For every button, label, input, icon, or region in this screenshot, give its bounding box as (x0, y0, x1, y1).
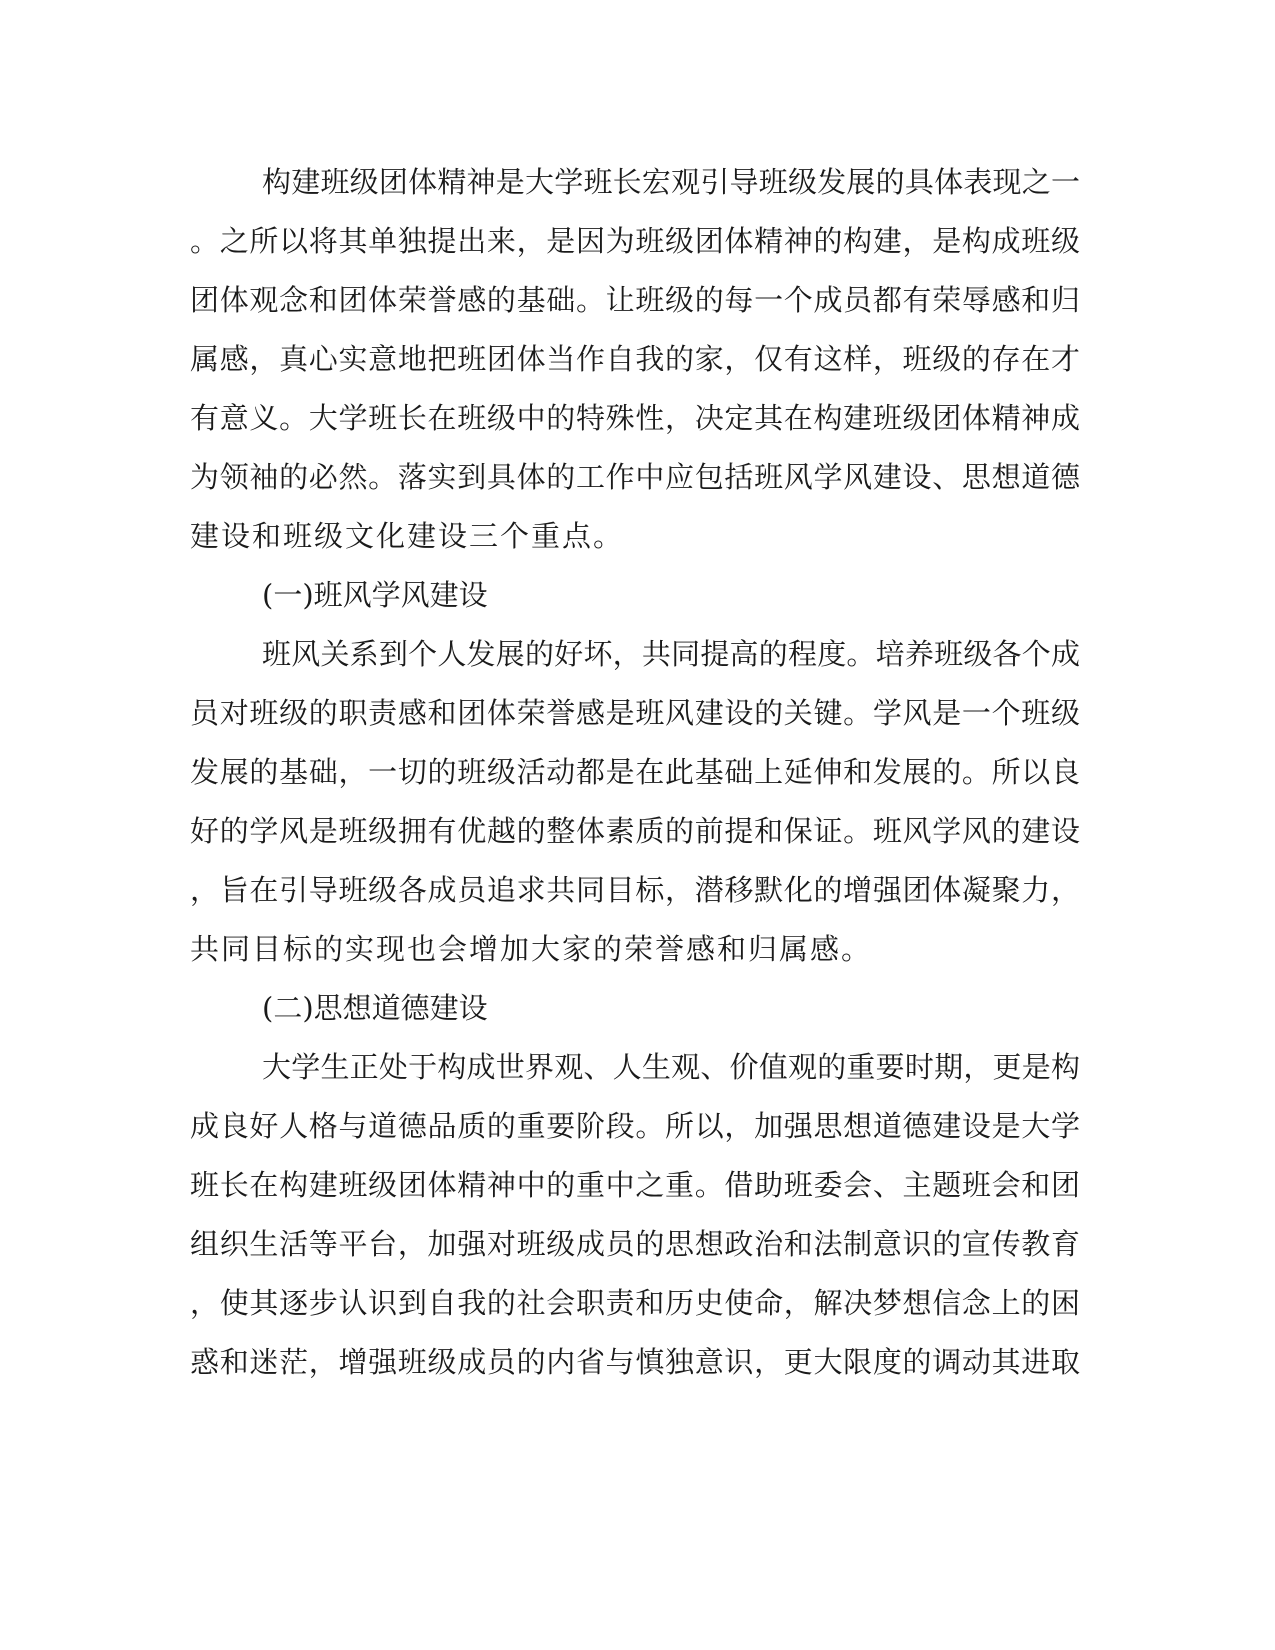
paragraph-3-line-2: 成良好人格与道德品质的重要阶段。所以，加强思想道德建设是大学 (190, 1109, 1080, 1143)
paragraph-1-line-4: 属感，真心实意地把班团体当作自我的家，仅有这样，班级的存在才 (190, 342, 1080, 376)
paragraph-2-line-3: 发展的基础，一切的班级活动都是在此基础上延伸和发展的。所以良 (190, 755, 1080, 789)
section-heading-1: (一)班风学风建设 (262, 578, 488, 612)
paragraph-1-line-7: 建设和班级文化建设三个重点。 (190, 519, 625, 553)
paragraph-3-line-1: 大学生正处于构成世界观、人生观、价值观的重要时期，更是构 (262, 1050, 1080, 1084)
paragraph-3-line-5: ，使其逐步认识到自我的社会职责和历史使命，解决梦想信念上的困 (190, 1286, 1080, 1320)
paragraph-1-line-2: 。之所以将其单独提出来，是因为班级团体精神的构建，是构成班级 (190, 224, 1080, 258)
paragraph-2-line-4: 好的学风是班级拥有优越的整体素质的前提和保证。班风学风的建设 (190, 814, 1080, 848)
paragraph-3-line-6: 惑和迷茫，增强班级成员的内省与慎独意识，更大限度的调动其进取 (190, 1345, 1080, 1379)
paragraph-1-line-6: 为领袖的必然。落实到具体的工作中应包括班风学风建设、思想道德 (190, 460, 1080, 494)
paragraph-2-line-2: 员对班级的职责感和团体荣誉感是班风建设的关键。学风是一个班级 (190, 696, 1080, 730)
paragraph-1-line-5: 有意义。大学班长在班级中的特殊性，决定其在构建班级团体精神成 (190, 401, 1080, 435)
section-heading-2: (二)思想道德建设 (262, 991, 488, 1025)
paragraph-2-line-1: 班风关系到个人发展的好坏，共同提高的程度。培养班级各个成 (262, 637, 1080, 671)
paragraph-2-line-6: 共同目标的实现也会增加大家的荣誉感和归属感。 (190, 932, 873, 966)
paragraph-2-line-5: ，旨在引导班级各成员追求共同目标，潜移默化的增强团体凝聚力， (190, 873, 1080, 907)
paragraph-1-line-1: 构建班级团体精神是大学班长宏观引导班级发展的具体表现之一 (262, 165, 1080, 199)
paragraph-3-line-3: 班长在构建班级团体精神中的重中之重。借助班委会、主题班会和团 (190, 1168, 1080, 1202)
paragraph-1-line-3: 团体观念和团体荣誉感的基础。让班级的每一个成员都有荣辱感和归 (190, 283, 1080, 317)
paragraph-3-line-4: 组织生活等平台，加强对班级成员的思想政治和法制意识的宣传教育 (190, 1227, 1080, 1261)
